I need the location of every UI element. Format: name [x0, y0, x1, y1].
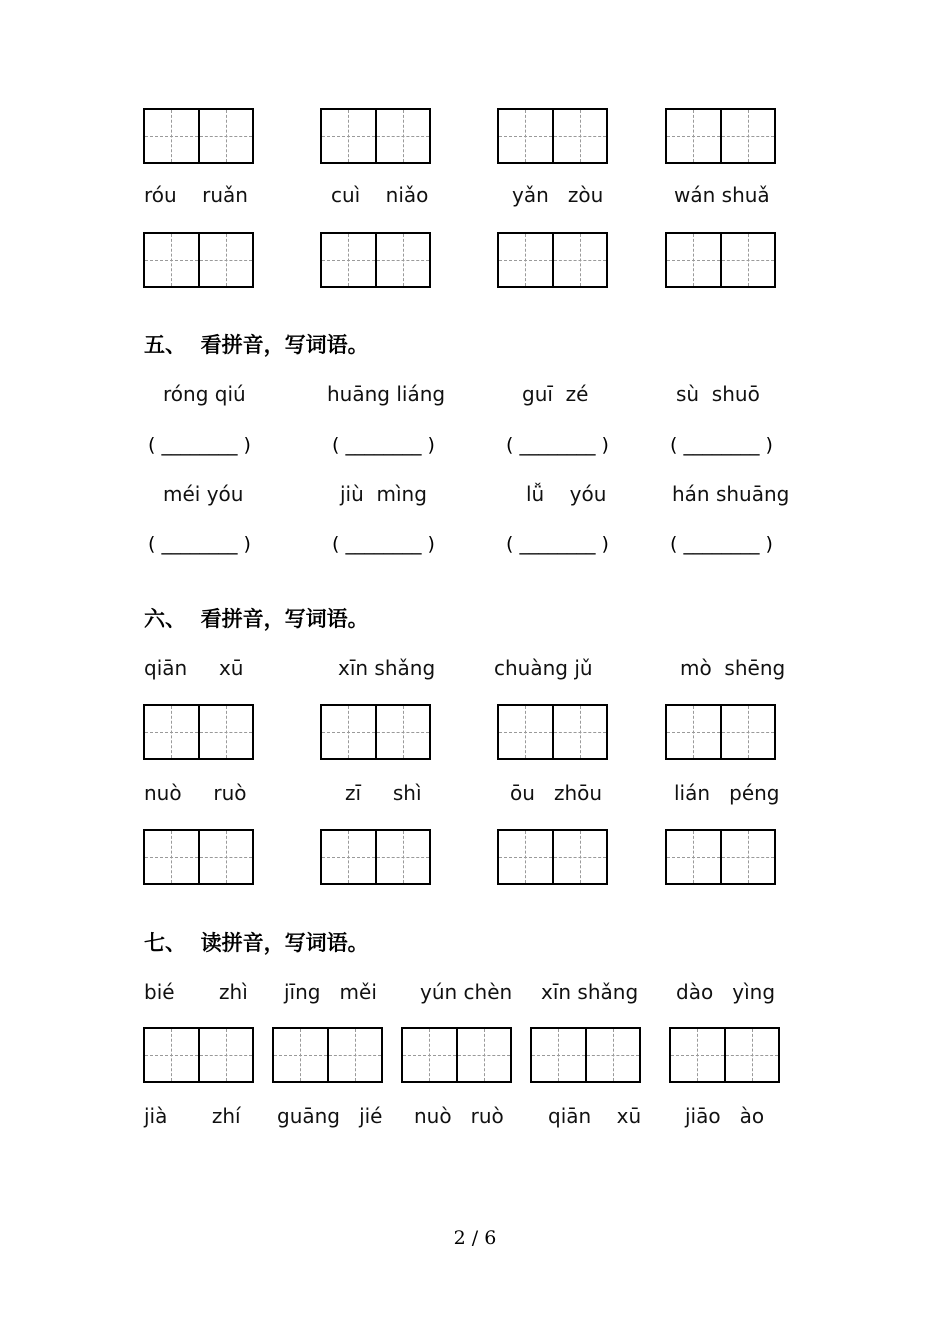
- writing-grid[interactable]: [497, 829, 608, 885]
- writing-grid[interactable]: [665, 108, 776, 164]
- writing-grid[interactable]: [497, 232, 608, 288]
- pinyin-label: jià zhí: [144, 1104, 241, 1128]
- answer-blank[interactable]: ( ________ ): [332, 434, 435, 456]
- answer-blank[interactable]: ( ________ ): [332, 533, 435, 555]
- pinyin-label: qiān xū: [144, 656, 244, 680]
- pinyin-label: róng qiú: [163, 382, 246, 406]
- answer-blank[interactable]: ( ________ ): [506, 434, 609, 456]
- pinyin-label: guāng jié: [277, 1104, 383, 1128]
- pinyin-label: bié zhì: [144, 980, 248, 1004]
- pinyin-label: guī zé: [522, 382, 589, 406]
- pinyin-label: xīn shǎng: [541, 980, 639, 1004]
- pinyin-label: lǚ yóu: [526, 482, 607, 506]
- writing-grid[interactable]: [272, 1027, 383, 1083]
- answer-blank[interactable]: ( ________ ): [148, 434, 251, 456]
- pinyin-label: dào yìng: [676, 980, 776, 1004]
- pinyin-label: xīn shǎng: [338, 656, 436, 680]
- pinyin-label: lián péng: [674, 781, 780, 805]
- pinyin-label: nuò ruò: [144, 781, 247, 805]
- writing-grid[interactable]: [143, 232, 254, 288]
- writing-grid[interactable]: [320, 829, 431, 885]
- answer-blank[interactable]: ( ________ ): [148, 533, 251, 555]
- pinyin-label: huāng liáng: [327, 382, 446, 406]
- pinyin-label: yún chèn: [420, 980, 513, 1004]
- writing-grid[interactable]: [665, 829, 776, 885]
- pinyin-label: chuàng jǔ: [494, 656, 593, 680]
- pinyin-label: wán shuǎ: [674, 183, 770, 207]
- pinyin-label: róu ruǎn: [144, 183, 248, 207]
- writing-grid[interactable]: [665, 704, 776, 760]
- answer-blank[interactable]: ( ________ ): [506, 533, 609, 555]
- writing-grid[interactable]: [320, 108, 431, 164]
- writing-grid[interactable]: [320, 704, 431, 760]
- writing-grid[interactable]: [143, 704, 254, 760]
- pinyin-label: hán shuāng: [672, 482, 790, 506]
- writing-grid[interactable]: [401, 1027, 512, 1083]
- section-heading: 六、 看拼音，写词语。: [144, 607, 369, 631]
- writing-grid[interactable]: [143, 108, 254, 164]
- pinyin-label: mò shēng: [680, 656, 786, 680]
- pinyin-label: yǎn zòu: [512, 183, 604, 207]
- page-number: 2 / 6: [453, 1227, 497, 1249]
- writing-grid[interactable]: [530, 1027, 641, 1083]
- answer-blank[interactable]: ( ________ ): [670, 533, 773, 555]
- writing-grid[interactable]: [497, 108, 608, 164]
- pinyin-label: nuò ruò: [414, 1104, 504, 1128]
- pinyin-label: zī shì: [345, 781, 422, 805]
- pinyin-label: sù shuō: [676, 382, 760, 406]
- pinyin-label: méi yóu: [163, 482, 244, 506]
- writing-grid[interactable]: [497, 704, 608, 760]
- section-heading: 五、 看拼音，写词语。: [144, 333, 369, 357]
- pinyin-label: cuì niǎo: [331, 183, 429, 207]
- answer-blank[interactable]: ( ________ ): [670, 434, 773, 456]
- writing-grid[interactable]: [143, 1027, 254, 1083]
- pinyin-label: jīng měi: [284, 980, 377, 1004]
- writing-grid[interactable]: [665, 232, 776, 288]
- pinyin-label: ōu zhōu: [510, 781, 603, 805]
- writing-grid[interactable]: [669, 1027, 780, 1083]
- writing-grid[interactable]: [320, 232, 431, 288]
- pinyin-label: qiān xū: [548, 1104, 642, 1128]
- writing-grid[interactable]: [143, 829, 254, 885]
- pinyin-label: jiù mìng: [340, 482, 427, 506]
- pinyin-label: jiāo ào: [685, 1104, 765, 1128]
- section-heading: 七、 读拼音，写词语。: [144, 931, 369, 955]
